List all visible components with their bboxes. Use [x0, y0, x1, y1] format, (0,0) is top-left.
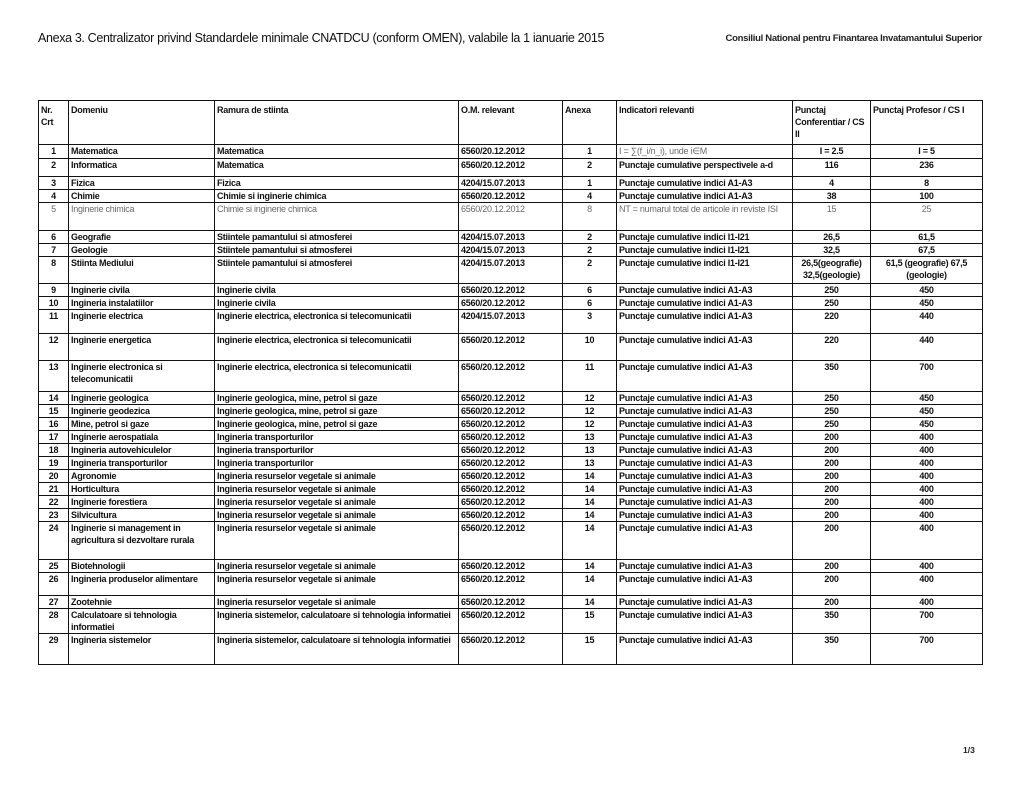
cell-punctaj-conferentiar: 250 — [793, 405, 871, 418]
cell-anexa: 12 — [563, 392, 617, 405]
cell-punctaj-profesor: 100 — [871, 190, 983, 203]
cell-punctaj-profesor: I = 5 — [871, 145, 983, 159]
cell-anexa: 14 — [563, 496, 617, 509]
cell-om-relevant: 6560/20.12.2012 — [459, 609, 563, 634]
cell-indicatori: Punctaje cumulative indici A1-A3 — [617, 457, 793, 470]
cell-anexa: 6 — [563, 284, 617, 297]
cell-ramura: Ingineria sistemelor, calculatoare si tehnologia informatiei — [215, 634, 459, 665]
table-row — [39, 190, 983, 203]
cell-punctaj-conferentiar: 32,5 — [793, 244, 871, 257]
cell-domeniu: Chimie — [69, 190, 215, 203]
cell-nr-crt: 16 — [39, 418, 69, 431]
cell-punctaj-profesor: 400 — [871, 496, 983, 509]
header-indicatori: Indicatori relevanti — [617, 101, 793, 145]
cell-om-relevant: 4204/15.07.2013 — [459, 177, 563, 190]
cell-indicatori: Punctaje cumulative indici A1-A3 — [617, 470, 793, 483]
cell-domeniu: Inginerie civila — [69, 284, 215, 297]
cell-punctaj-conferentiar: 250 — [793, 392, 871, 405]
cell-anexa: 15 — [563, 634, 617, 665]
cell-punctaj-profesor: 8 — [871, 177, 983, 190]
cell-anexa: 2 — [563, 231, 617, 244]
table-row — [39, 483, 983, 496]
table-row — [39, 405, 983, 418]
cell-punctaj-conferentiar: 350 — [793, 634, 871, 665]
cell-domeniu: Calculatoare si tehnologia informatiei — [69, 609, 215, 634]
header-punctaj-conferentiar: Punctaj Conferentiar / CS II — [793, 101, 871, 145]
cell-domeniu: Mine, petrol si gaze — [69, 418, 215, 431]
cell-domeniu: Ingineria instalatiilor — [69, 297, 215, 310]
cell-anexa: 12 — [563, 418, 617, 431]
cell-anexa: 14 — [563, 573, 617, 596]
cell-punctaj-conferentiar: 220 — [793, 310, 871, 334]
cell-domeniu: Silvicultura — [69, 509, 215, 522]
cell-anexa: 13 — [563, 444, 617, 457]
table-row — [39, 334, 983, 361]
cell-punctaj-profesor: 236 — [871, 159, 983, 177]
cell-om-relevant: 6560/20.12.2012 — [459, 297, 563, 310]
cell-ramura: Inginerie electrica, electronica si telecomunicatii — [215, 334, 459, 361]
cell-punctaj-profesor: 450 — [871, 297, 983, 310]
header-ramura: Ramura de stiinta — [215, 101, 459, 145]
cell-punctaj-profesor: 450 — [871, 284, 983, 297]
cell-anexa: 4 — [563, 190, 617, 203]
cell-ramura: Stiintele pamantului si atmosferei — [215, 231, 459, 244]
document-title: Anexa 3. Centralizator privind Standardele minimale CNATDCU (conform OMEN), valabile la 1 ianuarie 2015 — [38, 31, 605, 45]
cell-anexa: 13 — [563, 431, 617, 444]
cell-indicatori: Punctaje cumulative indici A1-A3 — [617, 609, 793, 634]
cell-indicatori: Punctaje cumulative indici A1-A3 — [617, 310, 793, 334]
cell-nr-crt: 7 — [39, 244, 69, 257]
cell-ramura: Ingineria resurselor vegetale si animale — [215, 522, 459, 560]
header-domeniu: Domeniu — [69, 101, 215, 145]
cell-ramura: Ingineria resurselor vegetale si animale — [215, 573, 459, 596]
cell-indicatori: Punctaje cumulative indici A1-A3 — [617, 444, 793, 457]
cell-anexa: 8 — [563, 203, 617, 231]
cell-indicatori: Punctaje cumulative indici A1-A3 — [617, 560, 793, 573]
cell-punctaj-profesor: 450 — [871, 392, 983, 405]
cell-domeniu: Inginerie geologica — [69, 392, 215, 405]
cell-om-relevant: 6560/20.12.2012 — [459, 509, 563, 522]
cell-anexa: 6 — [563, 297, 617, 310]
cell-nr-crt: 5 — [39, 203, 69, 231]
cell-indicatori: Punctaje cumulative indici A1-A3 — [617, 334, 793, 361]
cell-punctaj-profesor: 400 — [871, 431, 983, 444]
cell-nr-crt: 18 — [39, 444, 69, 457]
cell-ramura: Ingineria resurselor vegetale si animale — [215, 596, 459, 609]
cell-punctaj-conferentiar: I = 2.5 — [793, 145, 871, 159]
cell-indicatori: I = ∑(f_i/n_i), unde i∈M — [617, 145, 793, 159]
cell-anexa: 2 — [563, 244, 617, 257]
cell-ramura: Inginerie geologica, mine, petrol si gaze — [215, 405, 459, 418]
cell-nr-crt: 9 — [39, 284, 69, 297]
cell-punctaj-profesor: 440 — [871, 310, 983, 334]
cell-nr-crt: 29 — [39, 634, 69, 665]
cell-ramura: Ingineria transporturilor — [215, 457, 459, 470]
cell-om-relevant: 6560/20.12.2012 — [459, 634, 563, 665]
cell-ramura: Inginerie geologica, mine, petrol si gaze — [215, 418, 459, 431]
cell-nr-crt: 13 — [39, 361, 69, 392]
cell-nr-crt: 10 — [39, 297, 69, 310]
table-row — [39, 509, 983, 522]
cell-ramura: Ingineria resurselor vegetale si animale — [215, 470, 459, 483]
cell-punctaj-profesor: 61,5 (geografie) 67,5 (geologie) — [871, 257, 983, 284]
cell-indicatori: Punctaje cumulative indici A1-A3 — [617, 509, 793, 522]
cell-punctaj-conferentiar: 200 — [793, 483, 871, 496]
cell-om-relevant: 6560/20.12.2012 — [459, 560, 563, 573]
cell-om-relevant: 6560/20.12.2012 — [459, 573, 563, 596]
cell-ramura: Matematica — [215, 159, 459, 177]
table-row — [39, 431, 983, 444]
cell-punctaj-profesor: 400 — [871, 522, 983, 560]
cell-punctaj-profesor: 61,5 — [871, 231, 983, 244]
cell-anexa: 14 — [563, 560, 617, 573]
table-row — [39, 560, 983, 573]
cell-nr-crt: 11 — [39, 310, 69, 334]
cell-anexa: 14 — [563, 509, 617, 522]
cell-punctaj-conferentiar: 200 — [793, 560, 871, 573]
table-row — [39, 361, 983, 392]
cell-domeniu: Ingineria transporturilor — [69, 457, 215, 470]
cell-domeniu: Zootehnie — [69, 596, 215, 609]
cell-punctaj-conferentiar: 200 — [793, 470, 871, 483]
table-row — [39, 159, 983, 177]
cell-om-relevant: 4204/15.07.2013 — [459, 257, 563, 284]
cell-punctaj-conferentiar: 250 — [793, 284, 871, 297]
cell-indicatori: Punctaje cumulative indici A1-A3 — [617, 522, 793, 560]
cell-domeniu: Inginerie si management in agricultura si dezvoltare rurala — [69, 522, 215, 560]
table-header-row — [39, 101, 983, 145]
cell-punctaj-profesor: 400 — [871, 573, 983, 596]
cell-om-relevant: 4204/15.07.2013 — [459, 231, 563, 244]
cell-nr-crt: 19 — [39, 457, 69, 470]
cell-indicatori: Punctaje cumulative perspectivele a-d — [617, 159, 793, 177]
cell-anexa: 1 — [563, 177, 617, 190]
header-anexa: Anexa — [563, 101, 617, 145]
cell-domeniu: Horticultura — [69, 483, 215, 496]
cell-domeniu: Inginerie electrica — [69, 310, 215, 334]
cell-anexa: 15 — [563, 609, 617, 634]
cell-punctaj-conferentiar: 350 — [793, 361, 871, 392]
cell-nr-crt: 12 — [39, 334, 69, 361]
cell-nr-crt: 23 — [39, 509, 69, 522]
cell-indicatori: Punctaje cumulative indici A1-A3 — [617, 634, 793, 665]
cell-punctaj-profesor: 450 — [871, 418, 983, 431]
cell-om-relevant: 6560/20.12.2012 — [459, 361, 563, 392]
cell-nr-crt: 25 — [39, 560, 69, 573]
cell-om-relevant: 6560/20.12.2012 — [459, 444, 563, 457]
cell-anexa: 10 — [563, 334, 617, 361]
cell-punctaj-profesor: 700 — [871, 361, 983, 392]
cell-punctaj-profesor: 400 — [871, 483, 983, 496]
cell-punctaj-profesor: 400 — [871, 470, 983, 483]
cell-indicatori: Punctaje cumulative indici A1-A3 — [617, 418, 793, 431]
cell-indicatori: NT = numarul total de articole in reviste ISI — [617, 203, 793, 231]
cell-punctaj-conferentiar: 200 — [793, 444, 871, 457]
cell-nr-crt: 8 — [39, 257, 69, 284]
cell-om-relevant: 6560/20.12.2012 — [459, 431, 563, 444]
cell-anexa: 14 — [563, 596, 617, 609]
cell-om-relevant: 6560/20.12.2012 — [459, 418, 563, 431]
cell-anexa: 1 — [563, 145, 617, 159]
cell-nr-crt: 26 — [39, 573, 69, 596]
cell-punctaj-profesor: 700 — [871, 634, 983, 665]
table-row — [39, 310, 983, 334]
cell-punctaj-profesor: 450 — [871, 405, 983, 418]
standards-table — [38, 100, 983, 665]
cell-om-relevant: 6560/20.12.2012 — [459, 203, 563, 231]
cell-om-relevant: 6560/20.12.2012 — [459, 496, 563, 509]
cell-indicatori: Punctaje cumulative indici A1-A3 — [617, 361, 793, 392]
table-row — [39, 596, 983, 609]
cell-nr-crt: 1 — [39, 145, 69, 159]
cell-om-relevant: 6560/20.12.2012 — [459, 405, 563, 418]
cell-domeniu: Fizica — [69, 177, 215, 190]
organization-name: Consiliul National pentru Finantarea Invatamantului Superior — [725, 33, 982, 44]
cell-punctaj-conferentiar: 200 — [793, 596, 871, 609]
cell-om-relevant: 6560/20.12.2012 — [459, 145, 563, 159]
table-row — [39, 457, 983, 470]
cell-punctaj-profesor: 67,5 — [871, 244, 983, 257]
cell-om-relevant: 6560/20.12.2012 — [459, 190, 563, 203]
table-row — [39, 418, 983, 431]
cell-indicatori: Punctaje cumulative indici A1-A3 — [617, 483, 793, 496]
cell-nr-crt: 2 — [39, 159, 69, 177]
cell-domeniu: Stiinta Mediului — [69, 257, 215, 284]
cell-indicatori: Punctaje cumulative indici I1-I21 — [617, 244, 793, 257]
cell-punctaj-conferentiar: 200 — [793, 509, 871, 522]
cell-punctaj-conferentiar: 116 — [793, 159, 871, 177]
cell-ramura: Ingineria sistemelor, calculatoare si tehnologia informatiei — [215, 609, 459, 634]
cell-punctaj-conferentiar: 38 — [793, 190, 871, 203]
cell-punctaj-profesor: 400 — [871, 457, 983, 470]
table-row — [39, 573, 983, 596]
cell-ramura: Fizica — [215, 177, 459, 190]
cell-domeniu: Biotehnologii — [69, 560, 215, 573]
header-om-relevant: O.M. relevant — [459, 101, 563, 145]
header-punctaj-profesor: Punctaj Profesor / CS I — [871, 101, 983, 145]
cell-domeniu: Informatica — [69, 159, 215, 177]
cell-domeniu: Ingineria sistemelor — [69, 634, 215, 665]
cell-nr-crt: 15 — [39, 405, 69, 418]
cell-om-relevant: 6560/20.12.2012 — [459, 457, 563, 470]
cell-ramura: Chimie si inginerie chimica — [215, 190, 459, 203]
cell-punctaj-conferentiar: 4 — [793, 177, 871, 190]
cell-indicatori: Punctaje cumulative indici A1-A3 — [617, 392, 793, 405]
table-row — [39, 522, 983, 560]
cell-punctaj-profesor: 400 — [871, 596, 983, 609]
cell-om-relevant: 6560/20.12.2012 — [459, 392, 563, 405]
cell-domeniu: Geografie — [69, 231, 215, 244]
cell-ramura: Inginerie geologica, mine, petrol si gaze — [215, 392, 459, 405]
cell-domeniu: Inginerie aerospatiala — [69, 431, 215, 444]
cell-domeniu: Geologie — [69, 244, 215, 257]
cell-indicatori: Punctaje cumulative indici A1-A3 — [617, 190, 793, 203]
cell-anexa: 11 — [563, 361, 617, 392]
cell-anexa: 2 — [563, 159, 617, 177]
table-row — [39, 444, 983, 457]
cell-punctaj-conferentiar: 200 — [793, 496, 871, 509]
cell-om-relevant: 6560/20.12.2012 — [459, 483, 563, 496]
cell-nr-crt: 28 — [39, 609, 69, 634]
table-row — [39, 203, 983, 231]
cell-domeniu: Inginerie energetica — [69, 334, 215, 361]
cell-indicatori: Punctaje cumulative indici A1-A3 — [617, 596, 793, 609]
cell-punctaj-profesor: 700 — [871, 609, 983, 634]
cell-om-relevant: 6560/20.12.2012 — [459, 159, 563, 177]
cell-om-relevant: 6560/20.12.2012 — [459, 470, 563, 483]
cell-punctaj-conferentiar: 15 — [793, 203, 871, 231]
cell-indicatori: Punctaje cumulative indici I1-I21 — [617, 231, 793, 244]
cell-punctaj-conferentiar: 26,5 — [793, 231, 871, 244]
table-row — [39, 257, 983, 284]
cell-anexa: 14 — [563, 470, 617, 483]
cell-indicatori: Punctaje cumulative indici A1-A3 — [617, 177, 793, 190]
table-body — [39, 145, 983, 665]
cell-indicatori: Punctaje cumulative indici A1-A3 — [617, 297, 793, 310]
cell-punctaj-conferentiar: 250 — [793, 418, 871, 431]
table-row — [39, 284, 983, 297]
cell-nr-crt: 4 — [39, 190, 69, 203]
cell-nr-crt: 6 — [39, 231, 69, 244]
cell-ramura: Ingineria transporturilor — [215, 444, 459, 457]
cell-ramura: Inginerie electrica, electronica si telecomunicatii — [215, 310, 459, 334]
cell-punctaj-conferentiar: 250 — [793, 297, 871, 310]
cell-indicatori: Punctaje cumulative indici A1-A3 — [617, 284, 793, 297]
cell-om-relevant: 4204/15.07.2013 — [459, 310, 563, 334]
table-row — [39, 609, 983, 634]
cell-anexa: 13 — [563, 457, 617, 470]
cell-ramura: Ingineria resurselor vegetale si animale — [215, 496, 459, 509]
table-row — [39, 145, 983, 159]
cell-indicatori: Punctaje cumulative indici A1-A3 — [617, 496, 793, 509]
cell-ramura: Inginerie civila — [215, 284, 459, 297]
table-row — [39, 496, 983, 509]
cell-domeniu: Inginerie electronica si telecomunicatii — [69, 361, 215, 392]
cell-anexa: 3 — [563, 310, 617, 334]
page-number: 1/3 — [963, 745, 975, 755]
cell-nr-crt: 17 — [39, 431, 69, 444]
cell-ramura: Stiintele pamantului si atmosferei — [215, 244, 459, 257]
cell-punctaj-conferentiar: 200 — [793, 431, 871, 444]
cell-indicatori: Punctaje cumulative indici A1-A3 — [617, 431, 793, 444]
cell-ramura: Inginerie civila — [215, 297, 459, 310]
header-nr-crt: Nr. Crt — [39, 101, 69, 145]
cell-domeniu: Ingineria produselor alimentare — [69, 573, 215, 596]
cell-ramura: Matematica — [215, 145, 459, 159]
cell-punctaj-conferentiar: 350 — [793, 609, 871, 634]
cell-ramura: Stiintele pamantului si atmosferei — [215, 257, 459, 284]
cell-om-relevant: 6560/20.12.2012 — [459, 334, 563, 361]
cell-nr-crt: 20 — [39, 470, 69, 483]
cell-anexa: 14 — [563, 483, 617, 496]
cell-domeniu: Ingineria autovehiculelor — [69, 444, 215, 457]
cell-punctaj-conferentiar: 26,5(geografie) 32,5(geologie) — [793, 257, 871, 284]
cell-punctaj-profesor: 25 — [871, 203, 983, 231]
cell-anexa: 12 — [563, 405, 617, 418]
table-row — [39, 177, 983, 190]
cell-ramura: Chimie si inginerie chimica — [215, 203, 459, 231]
cell-indicatori: Punctaje cumulative indici A1-A3 — [617, 573, 793, 596]
cell-nr-crt: 3 — [39, 177, 69, 190]
cell-punctaj-conferentiar: 200 — [793, 573, 871, 596]
table-row — [39, 244, 983, 257]
cell-punctaj-conferentiar: 220 — [793, 334, 871, 361]
cell-nr-crt: 22 — [39, 496, 69, 509]
cell-ramura: Ingineria resurselor vegetale si animale — [215, 483, 459, 496]
cell-om-relevant: 4204/15.07.2013 — [459, 244, 563, 257]
cell-domeniu: Inginerie geodezica — [69, 405, 215, 418]
table-row — [39, 470, 983, 483]
cell-punctaj-profesor: 400 — [871, 444, 983, 457]
table-row — [39, 231, 983, 244]
cell-ramura: Ingineria resurselor vegetale si animale — [215, 560, 459, 573]
cell-indicatori: Punctaje cumulative indici A1-A3 — [617, 405, 793, 418]
cell-om-relevant: 6560/20.12.2012 — [459, 596, 563, 609]
cell-om-relevant: 6560/20.12.2012 — [459, 284, 563, 297]
cell-domeniu: Inginerie chimica — [69, 203, 215, 231]
cell-ramura: Ingineria transporturilor — [215, 431, 459, 444]
cell-nr-crt: 27 — [39, 596, 69, 609]
table-row — [39, 392, 983, 405]
cell-domeniu: Agronomie — [69, 470, 215, 483]
cell-ramura: Ingineria resurselor vegetale si animale — [215, 509, 459, 522]
cell-om-relevant: 6560/20.12.2012 — [459, 522, 563, 560]
cell-punctaj-profesor: 400 — [871, 560, 983, 573]
cell-nr-crt: 21 — [39, 483, 69, 496]
cell-indicatori: Punctaje cumulative indici I1-I21 — [617, 257, 793, 284]
table-row — [39, 297, 983, 310]
cell-punctaj-conferentiar: 200 — [793, 457, 871, 470]
cell-punctaj-conferentiar: 200 — [793, 522, 871, 560]
cell-anexa: 14 — [563, 522, 617, 560]
cell-anexa: 2 — [563, 257, 617, 284]
cell-nr-crt: 14 — [39, 392, 69, 405]
table-row — [39, 634, 983, 665]
cell-nr-crt: 24 — [39, 522, 69, 560]
cell-domeniu: Inginerie forestiera — [69, 496, 215, 509]
cell-ramura: Inginerie electrica, electronica si telecomunicatii — [215, 361, 459, 392]
cell-domeniu: Matematica — [69, 145, 215, 159]
cell-punctaj-profesor: 400 — [871, 509, 983, 522]
cell-punctaj-profesor: 440 — [871, 334, 983, 361]
